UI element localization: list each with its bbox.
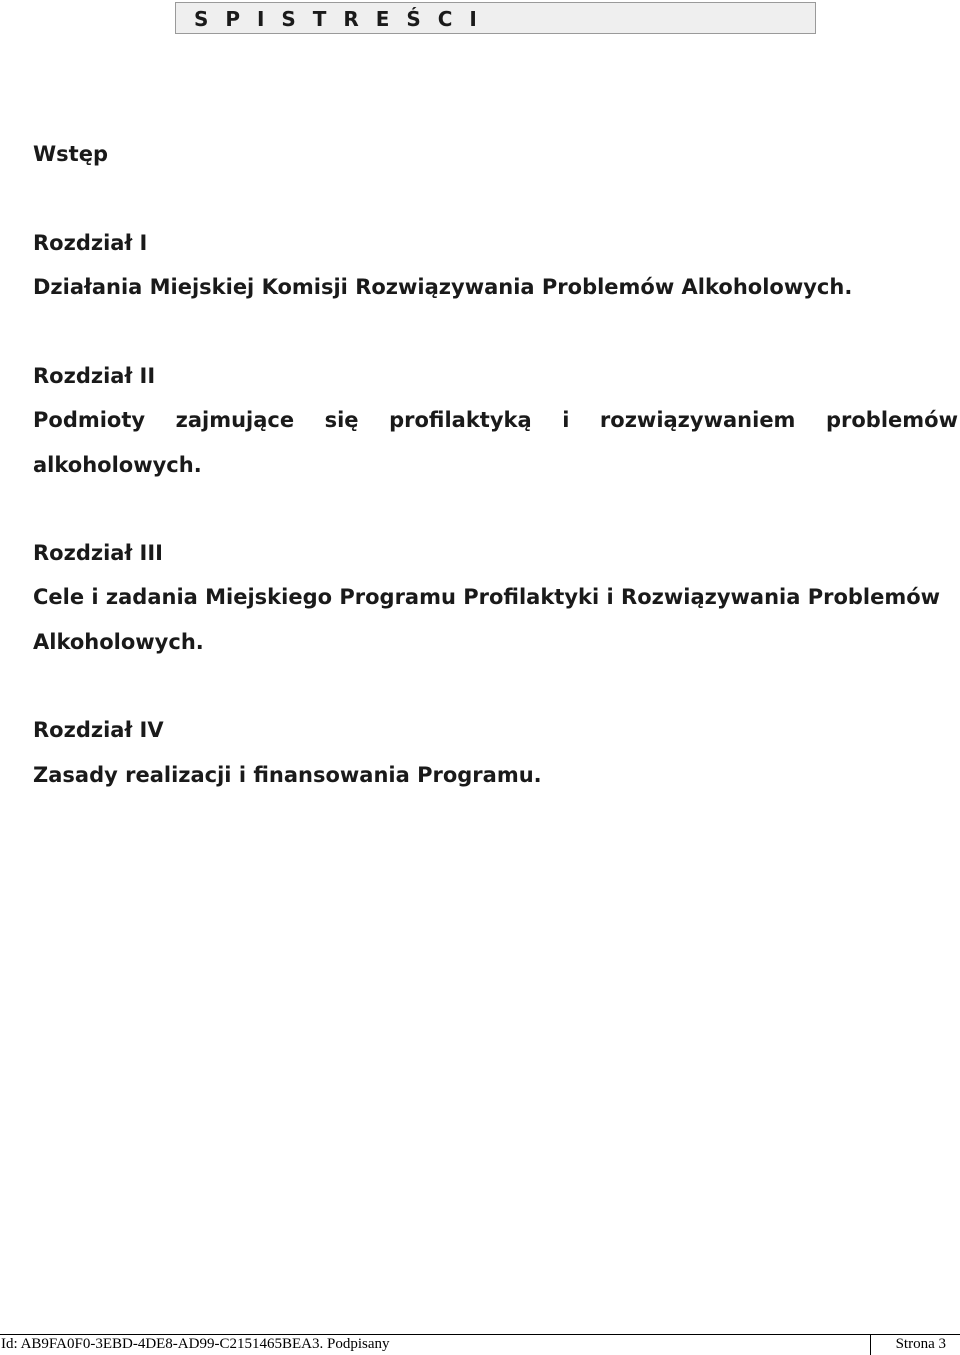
document-id: Id: AB9FA0F0-3EBD-4DE8-AD99-C2151465BEA3. Podpisany xyxy=(1,1336,390,1352)
chapter3-label: Rozdział III xyxy=(33,541,163,565)
chapter2-word: rozwiązywaniem xyxy=(599,408,796,432)
chapter2-word: profilaktyką xyxy=(389,408,532,432)
chapter2-word: zajmujące xyxy=(175,408,295,432)
footer-divider xyxy=(870,1335,871,1355)
chapter2-title-line2: alkoholowych. xyxy=(33,453,202,477)
chapter2-word: i xyxy=(562,408,570,432)
toc-title: S P I S T R E Ś C I xyxy=(194,7,482,31)
chapter2-word: Podmioty xyxy=(33,408,146,432)
chapter4-label: Rozdział IV xyxy=(33,718,164,742)
page-number: Strona 3 xyxy=(895,1336,946,1352)
toc-title-box xyxy=(175,2,816,34)
chapter2-word: się xyxy=(324,408,359,432)
chapter2-word: problemów xyxy=(825,408,958,432)
chapter1-label: Rozdział I xyxy=(33,231,148,255)
chapter1-title: Działania Miejskiej Komisji Rozwiązywania Problemów Alkoholowych. xyxy=(33,275,853,299)
chapter2-title-line1 xyxy=(33,407,958,433)
page-footer xyxy=(0,1334,960,1354)
chapter3-title-line2: Alkoholowych. xyxy=(33,630,204,654)
toc-intro: Wstęp xyxy=(33,142,108,166)
chapter3-title-line1: Cele i zadania Miejskiego Programu Profilaktyki i Rozwiązywania Problemów xyxy=(33,585,941,609)
chapter2-label: Rozdział II xyxy=(33,364,156,388)
chapter4-title: Zasady realizacji i finansowania Programu. xyxy=(33,763,542,787)
